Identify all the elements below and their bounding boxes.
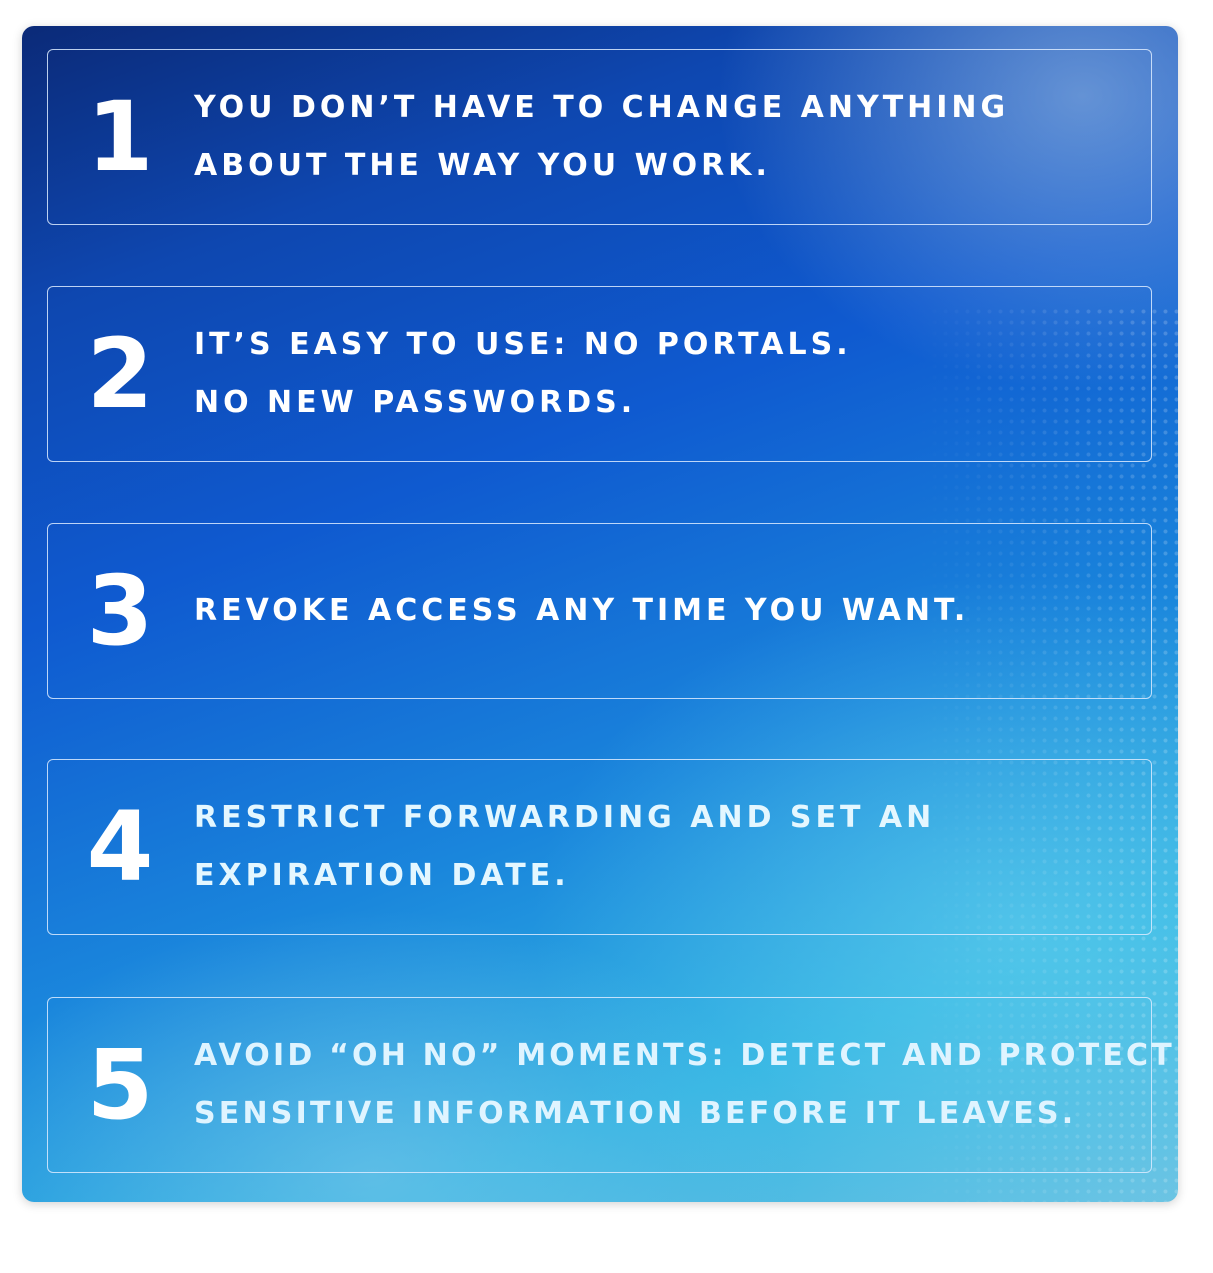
benefit-number: 1 — [86, 81, 154, 193]
benefit-text-line: AVOID “OH NO” MOMENTS: DETECT AND PROTECT — [194, 1038, 1175, 1073]
benefit-card-5 — [47, 997, 1175, 1173]
benefit-text — [194, 998, 1175, 1172]
benefit-text-line: IT’S EASY TO USE: NO PORTALS. — [194, 327, 852, 362]
benefit-number: 3 — [86, 555, 154, 667]
benefit-number: 5 — [86, 1029, 154, 1141]
benefit-text-line: EXPIRATION DATE. — [194, 858, 570, 893]
benefit-text — [194, 524, 1124, 698]
benefit-text — [194, 50, 1124, 224]
benefit-card-1 — [47, 49, 1152, 225]
benefit-card-4 — [47, 759, 1152, 935]
benefit-text — [194, 287, 1124, 461]
benefit-card-3 — [47, 523, 1152, 699]
benefit-number: 4 — [86, 791, 154, 903]
benefit-text-line: RESTRICT FORWARDING AND SET AN — [194, 800, 936, 835]
benefits-panel — [22, 26, 1178, 1202]
benefit-card-2 — [47, 286, 1152, 462]
benefit-text-line: REVOKE ACCESS ANY TIME YOU WANT. — [194, 593, 970, 628]
benefit-text-line: NO NEW PASSWORDS. — [194, 385, 637, 420]
benefit-text — [194, 760, 1124, 934]
benefit-text-line: ABOUT THE WAY YOU WORK. — [194, 148, 771, 183]
benefit-text-line: SENSITIVE INFORMATION BEFORE IT LEAVES. — [194, 1096, 1077, 1131]
benefit-text-line: YOU DON’T HAVE TO CHANGE ANYTHING — [194, 90, 1010, 125]
benefit-number: 2 — [86, 318, 154, 430]
